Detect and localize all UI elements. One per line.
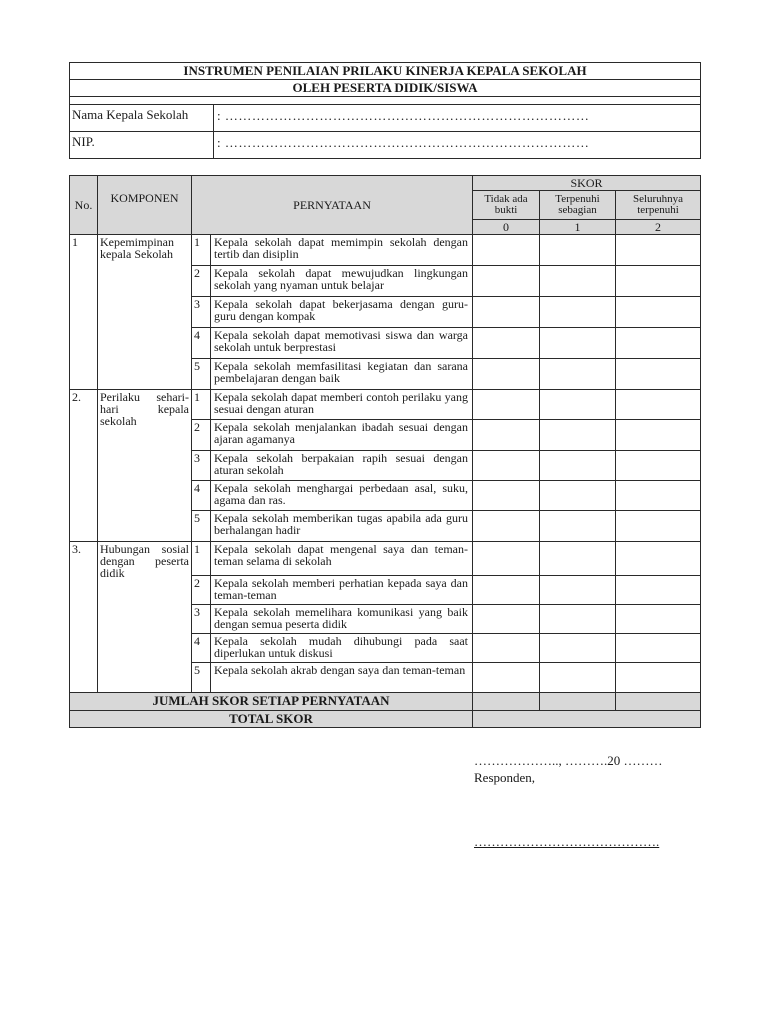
statement-number: 5 [192,663,211,693]
score-cell-0[interactable] [473,328,540,359]
form-title: INSTRUMEN PENILAIAN PRILAKU KINERJA KEPALA SEKOLAH [70,63,701,80]
component-name: Perilaku sehari-hari kepala sekolah [98,390,192,542]
statement-text: Kepala sekolah memberi perhatian kepada saya dan teman-teman [211,576,473,605]
score-cell-2[interactable] [616,511,701,542]
form-subtitle: OLEH PESERTA DIDIK/SISWA [70,80,701,97]
col-header-no: No. [70,176,98,235]
score-cell-1[interactable] [540,542,616,576]
score-cell-1[interactable] [540,420,616,451]
score-cell-2[interactable] [616,235,701,266]
statement-number: 1 [192,235,211,266]
respondent-label: Responden, [474,770,536,785]
component-name: Kepemimpinan kepala Sekolah [98,235,192,390]
place-date-line: ……………….., ……….20 ……… [474,753,663,768]
principal-name-field[interactable]: : ……………………………………………………………………… [214,105,701,132]
col-header-statement: PERNYATAAN [192,176,473,235]
statement-text: Kepala sekolah memelihara komunikasi yang baik dengan semua peserta didik [211,605,473,634]
score-label-2: Seluruhnya terpenuhi [616,191,701,220]
score-cell-2[interactable] [616,663,701,693]
statement-text: Kepala sekolah memfasilitasi kegiatan dan sarana pembelajaran dengan baik [211,359,473,390]
table-row [70,542,701,576]
component-number: 3. [70,542,98,693]
score-cell-0[interactable] [473,297,540,328]
score-label-1: Terpenuhi sebagian [540,191,616,220]
statement-text: Kepala sekolah mudah dihubungi pada saat diperlukan untuk diskusi [211,634,473,663]
statement-number: 2 [192,266,211,297]
nip-field[interactable]: : ……………………………………………………………………… [214,132,701,159]
score-cell-2[interactable] [616,390,701,420]
identity-table [69,62,701,159]
component-name: Hubungan sosial dengan peserta didik [98,542,192,693]
score-cell-1[interactable] [540,390,616,420]
score-cell-2[interactable] [616,576,701,605]
component-number: 2. [70,390,98,542]
statement-number: 4 [192,481,211,511]
score-cell-2[interactable] [616,420,701,451]
statement-text: Kepala sekolah berpakaian rapih sesuai dengan aturan sekolah [211,451,473,481]
score-cell-0[interactable] [473,511,540,542]
total-cell [473,711,701,728]
nip-label: NIP. [70,132,214,159]
statement-number: 3 [192,605,211,634]
score-cell-2[interactable] [616,359,701,390]
statement-text: Kepala sekolah dapat mewujudkan lingkungan sekolah yang nyaman untuk belajar [211,266,473,297]
score-cell-1[interactable] [540,235,616,266]
score-cell-1[interactable] [540,451,616,481]
component-number: 1 [70,235,98,390]
score-cell-1[interactable] [540,359,616,390]
score-cell-0[interactable] [473,542,540,576]
score-cell-0[interactable] [473,235,540,266]
score-value-1: 1 [540,220,616,235]
score-cell-1[interactable] [540,605,616,634]
score-value-2: 2 [616,220,701,235]
sum-cell-0 [473,693,540,711]
total-label: TOTAL SKOR [70,711,473,728]
statement-number: 3 [192,297,211,328]
statement-text: Kepala sekolah memberikan tugas apabila ada guru berhalangan hadir [211,511,473,542]
score-cell-2[interactable] [616,266,701,297]
score-cell-0[interactable] [473,359,540,390]
statement-rows [70,235,701,693]
score-cell-2[interactable] [616,297,701,328]
spacer-row [70,97,701,105]
col-header-component: KOMPONEN [98,176,192,235]
score-cell-0[interactable] [473,266,540,297]
statement-number: 2 [192,576,211,605]
score-cell-2[interactable] [616,542,701,576]
score-cell-1[interactable] [540,663,616,693]
statement-number: 4 [192,328,211,359]
statement-text: Kepala sekolah menjalankan ibadah sesuai dengan ajaran agamanya [211,420,473,451]
statement-number: 3 [192,451,211,481]
score-cell-0[interactable] [473,481,540,511]
sum-cell-1 [540,693,616,711]
assessment-table [69,175,701,728]
principal-name-label: Nama Kepala Sekolah [70,105,214,132]
statement-number: 5 [192,359,211,390]
statement-text: Kepala sekolah menghargai perbedaan asal, suku, agama dan ras. [211,481,473,511]
score-value-0: 0 [473,220,540,235]
score-label-0: Tidak ada bukti [473,191,540,220]
col-header-score: SKOR [473,176,701,191]
score-cell-2[interactable] [616,634,701,663]
score-cell-0[interactable] [473,634,540,663]
sum-label: JUMLAH SKOR SETIAP PERNYATAAN [70,693,473,711]
score-cell-0[interactable] [473,576,540,605]
table-row [70,390,701,420]
statement-number: 4 [192,634,211,663]
statement-text: Kepala sekolah dapat memimpin sekolah dengan tertib dan disiplin [211,235,473,266]
statement-text: Kepala sekolah akrab dengan saya dan teman-teman [211,663,473,693]
score-cell-2[interactable] [616,481,701,511]
score-cell-0[interactable] [473,390,540,420]
score-cell-0[interactable] [473,420,540,451]
statement-text: Kepala sekolah dapat mengenal saya dan teman-teman selama di sekolah [211,542,473,576]
score-cell-2[interactable] [616,328,701,359]
table-row [70,235,701,266]
score-cell-1[interactable] [540,297,616,328]
score-cell-2[interactable] [616,451,701,481]
score-cell-1[interactable] [540,511,616,542]
score-cell-1[interactable] [540,576,616,605]
score-cell-1[interactable] [540,266,616,297]
score-cell-0[interactable] [473,605,540,634]
statement-text: Kepala sekolah dapat memotivasi siswa dan warga sekolah untuk berprestasi [211,328,473,359]
statement-text: Kepala sekolah dapat bekerjasama dengan guru-guru dengan kompak [211,297,473,328]
statement-text: Kepala sekolah dapat memberi contoh perilaku yang sesuai dengan aturan [211,390,473,420]
statement-number: 1 [192,542,211,576]
score-cell-1[interactable] [540,328,616,359]
score-cell-1[interactable] [540,634,616,663]
score-cell-0[interactable] [473,663,540,693]
statement-number: 5 [192,511,211,542]
statement-number: 1 [192,390,211,420]
statement-number: 2 [192,420,211,451]
score-cell-2[interactable] [616,605,701,634]
score-cell-1[interactable] [540,481,616,511]
signature-line: ……………………………………. [474,834,660,849]
score-cell-0[interactable] [473,451,540,481]
sum-cell-2 [616,693,701,711]
